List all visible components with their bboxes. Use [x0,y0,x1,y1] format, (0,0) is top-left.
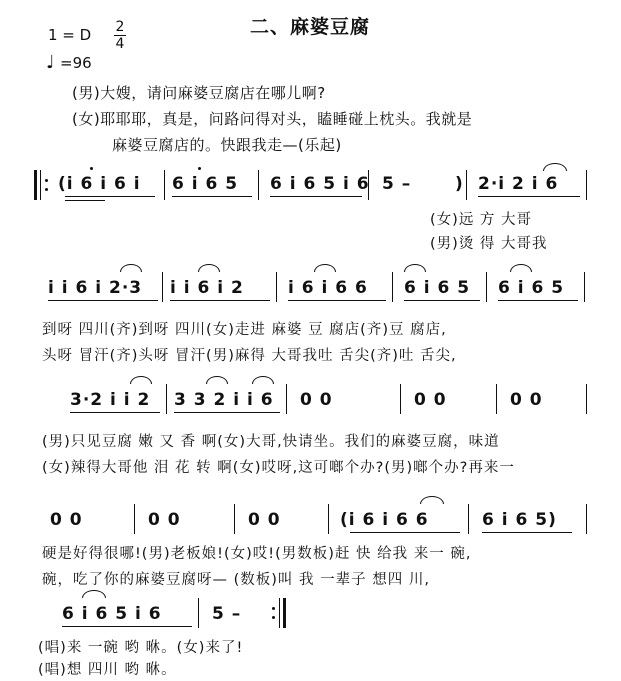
bar-line [164,170,165,200]
tie-arc [120,264,142,272]
lyric-r4-a: 硬是好得很哪!(男)老板娘!(女)哎!(男数板)赶 快 给我 来一 碗, [42,546,472,562]
tie-arc [404,264,426,272]
measure-1-3: 6 i 6 5 i 6 [270,174,370,194]
bar-line [400,384,401,414]
time-top: 2 [115,19,125,35]
tie-arc [206,376,228,384]
measure-2-2: i i 6 i 2 [170,278,244,298]
time-bottom: 4 [115,36,125,52]
dialogue-line-1: (男)大嫂，请问麻婆豆腐店在哪儿啊? [72,84,326,102]
measure-2-1: i i 6 i 2·3 [48,278,143,298]
tie-arc [82,590,106,598]
beam [65,200,105,201]
bar-line [198,598,199,628]
bar-line [258,170,259,200]
beam [70,412,160,413]
beam [478,196,580,197]
bar-line [586,170,587,200]
measure-4-2: 0 0 [148,510,181,530]
lyric-r3-b: (女)辣得大哥他 泪 花 转 啊(女)哎呀,这可啷个办?(男)啷个办?再来一 [42,460,515,476]
tie-arc [130,376,152,384]
measure-3-1: 3·2 i i 2 [70,390,151,410]
bar-line [286,384,287,414]
beam [270,196,362,197]
measure-3-4: 0 0 [414,390,447,410]
octave-dot [90,167,93,170]
measure-2-4: 6 i 6 5 [404,278,471,298]
beam [172,196,252,197]
beam [48,300,158,301]
tie-arc [543,163,567,171]
dialogue-line-2: (女)耶耶耶，真是，问路问得对头，瞌睡碰上枕头。我就是 [72,110,473,128]
beam [288,300,386,301]
beam [350,532,460,533]
bar-line [162,272,163,302]
lyric-r5-b: (唱)想 四川 哟 咻。 [38,662,177,678]
measure-3-5: 0 0 [510,390,543,410]
bar-line [276,272,277,302]
closing-paren: ) [455,174,464,194]
bar-line [166,384,167,414]
bar-line [328,504,329,534]
bar-line [584,272,585,302]
measure-4-5: 6 i 6 5) [482,510,557,530]
bar-line [468,504,469,534]
measure-5-1: 6 i 6 5 i 6 [62,604,162,624]
measure-5-2: 5 – [212,604,242,624]
dialogue-line-3: 麻婆豆腐店的。快跟我走—(乐起) [112,136,342,154]
bar-line [466,170,467,200]
measure-3-3: 0 0 [300,390,333,410]
bar-line [368,170,369,200]
lyric-r2-b: 头呀 冒汗(齐)头呀 冒汗(男)麻得 大哥我吐 舌尖(齐)吐 舌尖, [42,348,457,364]
measure-2-3: i 6 i 6 6 [288,278,368,298]
measure-4-3: 0 0 [248,510,281,530]
page-title: 二、麻婆豆腐 [250,16,371,38]
bar-line [496,384,497,414]
tempo: =96 [60,54,92,72]
bar-line [234,504,235,534]
repeat-end-sign [268,598,286,628]
lyric-r1-b: (男)烫 得 大哥我 [430,236,548,252]
measure-1-1: (i 6 i 6 i [58,174,141,194]
tie-arc [314,264,336,272]
repeat-start-sign [34,170,52,200]
measure-4-4: (i 6 i 6 6 [340,510,429,530]
bar-line [486,272,487,302]
tie-arc [420,496,444,504]
bar-line [134,504,135,534]
tie-arc [252,376,274,384]
beam [62,626,192,627]
beam [404,300,480,301]
measure-4-1: 0 0 [50,510,83,530]
measure-1-2: 6 i 6 5 [172,174,239,194]
measure-2-5: 6 i 6 5 [498,278,565,298]
tie-arc [510,264,532,272]
lyric-r4-b: 碗，吃了你的麻婆豆腐呀— (数板)叫 我 一辈子 想四 川, [42,572,430,588]
bar-line [586,384,587,414]
key-signature: 1 = D [48,26,92,44]
lyric-r5-a: (唱)来 一碗 哟 咻。(女)来了! [38,640,244,656]
bar-line [392,272,393,302]
tie-arc [198,264,220,272]
measure-3-2: 3 3 2 i i 6 [174,390,274,410]
quarter-note-icon: ♩ [46,52,55,73]
bar-line [586,504,587,534]
measure-1-4: 5 – [382,174,412,194]
beam [174,412,280,413]
time-signature [114,20,126,51]
lyric-r2-a: 到呀 四川(齐)到呀 四川(女)走进 麻婆 豆 腐店(齐)豆 腐店, [42,322,447,338]
measure-1-5: 2·i 2 i 6 [478,174,559,194]
beam [65,196,155,197]
octave-dot [198,167,201,170]
lyric-r1-a: (女)远 方 大哥 [430,212,533,228]
beam [498,300,578,301]
lyric-r3-a: (男)只见豆腐 嫩 又 香 啊(女)大哥,快请坐。我们的麻婆豆腐，味道 [42,434,500,450]
beam [482,532,572,533]
beam [170,300,270,301]
